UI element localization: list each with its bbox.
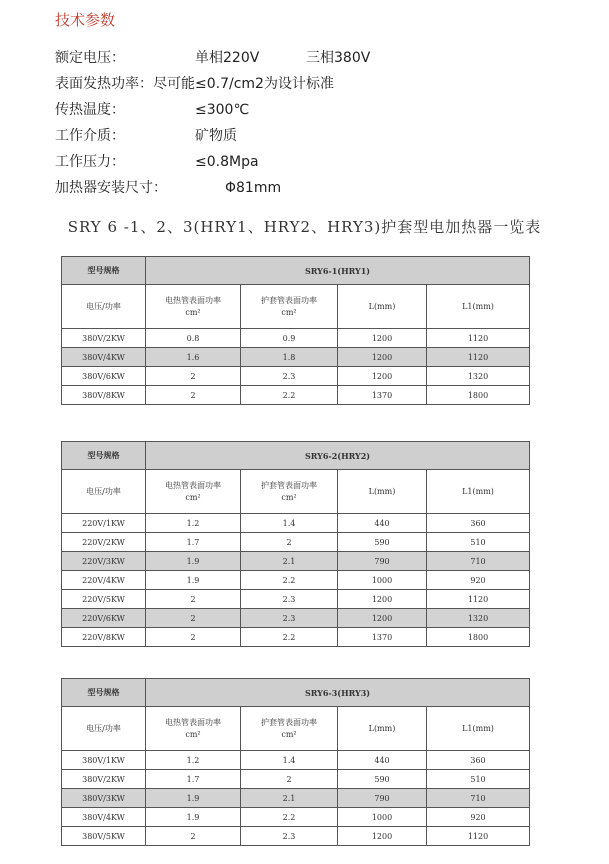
heater-power-cell: 2 — [146, 590, 241, 609]
heater-power-header-unit: cm² — [185, 729, 201, 739]
jacket-power-header — [241, 470, 338, 514]
heater-power-cell: 2 — [146, 367, 241, 386]
spec-table-hry2 — [61, 441, 530, 647]
table-row — [62, 751, 530, 770]
heater-power-cell: 1.9 — [146, 789, 241, 808]
jacket-power-cell: 0.9 — [241, 329, 338, 348]
L-cell: 1200 — [338, 827, 427, 846]
table-row — [62, 348, 530, 367]
param-surface-power-text: 表面发热功率：尽可能≤0.7/cm2为设计标准 — [55, 76, 334, 92]
voltage-power-cell: 380V/2KW — [62, 770, 146, 789]
L1-cell: 1120 — [427, 348, 530, 367]
jacket-power-cell: 1.8 — [241, 348, 338, 367]
model-label-cell: 型号规格 — [62, 679, 146, 707]
voltage-power-cell: 220V/3KW — [62, 552, 146, 571]
voltage-power-cell: 380V/5KW — [62, 827, 146, 846]
heater-power-header — [146, 470, 241, 514]
table-row — [62, 367, 530, 386]
voltage-power-cell: 220V/6KW — [62, 609, 146, 628]
param-voltage-single: 单相220V — [195, 50, 260, 66]
L1-header: L1(mm) — [427, 707, 530, 751]
param-pressure-value: ≤0.8Mpa — [195, 154, 259, 170]
table-header-row — [62, 679, 530, 707]
model-label-cell: 型号规格 — [62, 442, 146, 470]
heater-power-header — [146, 285, 241, 329]
L-cell: 590 — [338, 770, 427, 789]
L1-cell: 1320 — [427, 367, 530, 386]
L1-cell: 1120 — [427, 329, 530, 348]
L-header: L(mm) — [338, 707, 427, 751]
table-row — [62, 808, 530, 827]
L1-cell: 710 — [427, 552, 530, 571]
table-row — [62, 789, 530, 808]
section-title: 技术参数 — [55, 11, 116, 29]
voltage-power-cell: 380V/4KW — [62, 808, 146, 827]
model-name-cell: SRY6-3(HRY3) — [146, 679, 530, 707]
heater-power-cell: 1.9 — [146, 808, 241, 827]
jacket-power-cell: 2.2 — [241, 628, 338, 647]
L-cell: 790 — [338, 789, 427, 808]
column-header-row — [62, 470, 530, 514]
jacket-power-header — [241, 707, 338, 751]
L-cell: 1000 — [338, 571, 427, 590]
jacket-power-cell: 2.1 — [241, 789, 338, 808]
table-header-row — [62, 442, 530, 470]
model-label-cell: 型号规格 — [62, 257, 146, 285]
spec-table-hry1 — [61, 256, 530, 405]
param-medium-value: 矿物质 — [195, 128, 237, 144]
L-cell: 1200 — [338, 367, 427, 386]
L1-cell: 510 — [427, 533, 530, 552]
voltage-power-header: 电压/功率 — [62, 707, 146, 751]
jacket-power-cell: 2.3 — [241, 609, 338, 628]
voltage-power-cell: 380V/1KW — [62, 751, 146, 770]
table-row — [62, 770, 530, 789]
L1-cell: 1120 — [427, 827, 530, 846]
table-row — [62, 514, 530, 533]
main-title: SRY 6 -1、2、3(HRY1、HRY2、HRY3)护套型电加热器一览表 — [67, 218, 542, 236]
table-row — [62, 533, 530, 552]
jacket-power-header-unit: cm² — [281, 307, 297, 317]
L-cell: 1200 — [338, 348, 427, 367]
L1-cell: 1120 — [427, 590, 530, 609]
jacket-power-cell: 2.3 — [241, 590, 338, 609]
param-size-value: Φ81mm — [225, 180, 282, 196]
L-cell: 1370 — [338, 386, 427, 405]
heater-power-cell: 1.2 — [146, 514, 241, 533]
jacket-power-header — [241, 285, 338, 329]
L-cell: 440 — [338, 751, 427, 770]
jacket-power-cell: 2 — [241, 533, 338, 552]
heater-power-cell: 1.9 — [146, 552, 241, 571]
voltage-power-cell: 380V/2KW — [62, 329, 146, 348]
voltage-power-cell: 220V/1KW — [62, 514, 146, 533]
table-header-row — [62, 257, 530, 285]
L-header: L(mm) — [338, 470, 427, 514]
voltage-power-cell: 380V/3KW — [62, 789, 146, 808]
table-row — [62, 386, 530, 405]
table-row — [62, 329, 530, 348]
heater-power-cell: 1.9 — [146, 571, 241, 590]
heater-power-header — [146, 707, 241, 751]
jacket-power-cell: 2.3 — [241, 367, 338, 386]
L-header: L(mm) — [338, 285, 427, 329]
voltage-power-header: 电压/功率 — [62, 285, 146, 329]
L-cell: 1200 — [338, 590, 427, 609]
jacket-power-cell: 2.1 — [241, 552, 338, 571]
jacket-power-cell: 1.4 — [241, 751, 338, 770]
heater-power-header-unit: cm² — [185, 307, 201, 317]
L1-header: L1(mm) — [427, 285, 530, 329]
param-temperature-label: 传热温度： — [55, 102, 125, 118]
param-pressure-label: 工作压力： — [55, 154, 125, 170]
table-row — [62, 609, 530, 628]
L1-cell: 360 — [427, 514, 530, 533]
voltage-power-header: 电压/功率 — [62, 470, 146, 514]
param-voltage-label: 额定电压： — [55, 50, 125, 66]
model-name-cell: SRY6-1(HRY1) — [146, 257, 530, 285]
L1-cell: 510 — [427, 770, 530, 789]
jacket-power-header-unit: cm² — [281, 492, 297, 502]
param-size-label: 加热器安装尺寸： — [55, 180, 167, 196]
voltage-power-cell: 220V/2KW — [62, 533, 146, 552]
heater-power-header-text: 电热管表面功率 — [165, 295, 221, 305]
column-header-row — [62, 285, 530, 329]
jacket-power-cell: 2.2 — [241, 571, 338, 590]
table-row — [62, 628, 530, 647]
heater-power-cell: 2 — [146, 628, 241, 647]
jacket-power-header-text: 护套管表面功率 — [261, 717, 317, 727]
L1-cell: 920 — [427, 571, 530, 590]
voltage-power-cell: 220V/4KW — [62, 571, 146, 590]
heater-power-header-text: 电热管表面功率 — [165, 717, 221, 727]
table-row — [62, 571, 530, 590]
param-medium-label: 工作介质： — [55, 128, 125, 144]
table-row — [62, 552, 530, 571]
L-cell: 440 — [338, 514, 427, 533]
voltage-power-cell: 380V/6KW — [62, 367, 146, 386]
jacket-power-header-unit: cm² — [281, 729, 297, 739]
L-cell: 790 — [338, 552, 427, 571]
voltage-power-cell: 380V/8KW — [62, 386, 146, 405]
column-header-row — [62, 707, 530, 751]
heater-power-cell: 0.8 — [146, 329, 241, 348]
param-voltage-three: 三相380V — [306, 50, 371, 66]
jacket-power-cell: 2.2 — [241, 808, 338, 827]
heater-power-cell: 2 — [146, 827, 241, 846]
table-row — [62, 590, 530, 609]
heater-power-cell: 2 — [146, 609, 241, 628]
heater-power-cell: 2 — [146, 386, 241, 405]
heater-power-header-text: 电热管表面功率 — [165, 480, 221, 490]
L-cell: 590 — [338, 533, 427, 552]
L-cell: 1200 — [338, 609, 427, 628]
param-temperature-value: ≤300℃ — [195, 102, 250, 118]
voltage-power-cell: 380V/4KW — [62, 348, 146, 367]
table-row — [62, 827, 530, 846]
L1-cell: 1320 — [427, 609, 530, 628]
jacket-power-cell: 1.4 — [241, 514, 338, 533]
L-cell: 1000 — [338, 808, 427, 827]
L-cell: 1200 — [338, 329, 427, 348]
L1-cell: 360 — [427, 751, 530, 770]
heater-power-cell: 1.7 — [146, 533, 241, 552]
heater-power-header-unit: cm² — [185, 492, 201, 502]
heater-power-cell: 1.2 — [146, 751, 241, 770]
L1-cell: 1800 — [427, 628, 530, 647]
voltage-power-cell: 220V/5KW — [62, 590, 146, 609]
jacket-power-cell: 2.3 — [241, 827, 338, 846]
L-cell: 1370 — [338, 628, 427, 647]
L1-cell: 1800 — [427, 386, 530, 405]
L1-cell: 920 — [427, 808, 530, 827]
model-name-cell: SRY6-2(HRY2) — [146, 442, 530, 470]
L1-cell: 710 — [427, 789, 530, 808]
L1-header: L1(mm) — [427, 470, 530, 514]
heater-power-cell: 1.6 — [146, 348, 241, 367]
voltage-power-cell: 220V/8KW — [62, 628, 146, 647]
heater-power-cell: 1.7 — [146, 770, 241, 789]
jacket-power-cell: 2 — [241, 770, 338, 789]
spec-table-hry3 — [61, 678, 530, 846]
jacket-power-cell: 2.2 — [241, 386, 338, 405]
jacket-power-header-text: 护套管表面功率 — [261, 295, 317, 305]
jacket-power-header-text: 护套管表面功率 — [261, 480, 317, 490]
